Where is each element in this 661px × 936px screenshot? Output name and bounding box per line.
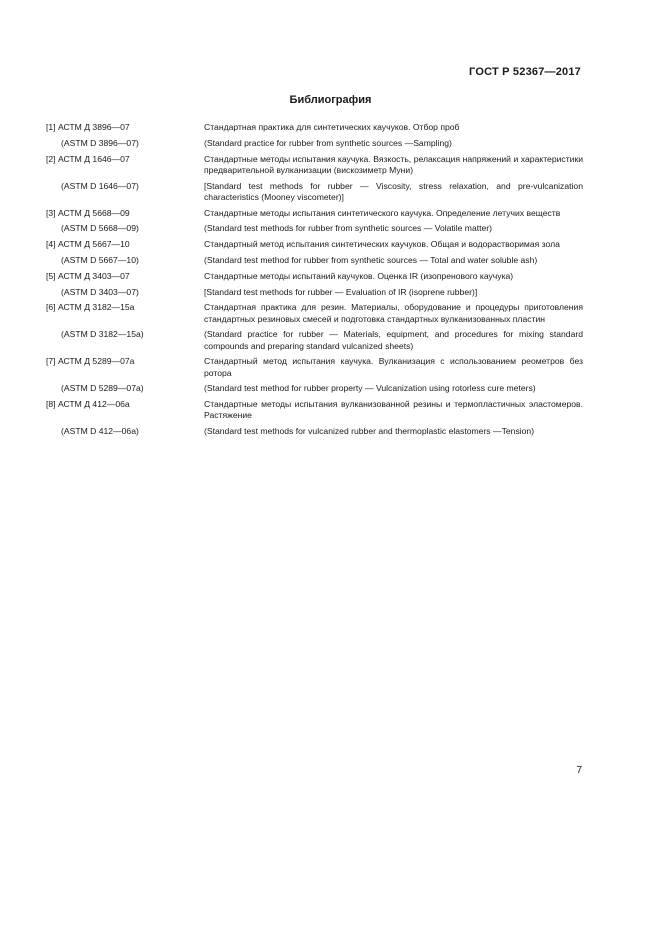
entry-description: Стандартные методы испытания синтетического каучука. Определение летучих веществ	[204, 207, 561, 218]
bibliography-entry	[46, 181, 583, 203]
entry-reference: [1] АСТМ Д 3896—07	[46, 122, 130, 132]
entry-reference: [5] АСТМ Д 3403—07	[46, 270, 130, 281]
bibliography-entry	[46, 329, 583, 351]
entry-reference: [6] АСТМ Д 3182—15a	[46, 302, 135, 313]
entry-description: [Standard test methods for rubber — Evaluation of IR (isoprene rubber)]	[204, 286, 478, 297]
bibliography-entry	[46, 287, 583, 298]
entry-reference: (ASTM D 412—06a)	[61, 426, 139, 437]
entry-reference: [8] АСТМ Д 412—06a	[46, 399, 130, 410]
entry-description: (Standard test methods for vulcanized rubber and thermoplastic elastomers —Tension)	[204, 426, 535, 437]
bibliography-entry	[46, 271, 583, 282]
bibliography-entry	[46, 399, 583, 421]
entry-reference: [2] АСТМ Д 1646—07	[46, 153, 130, 164]
bibliography-entry	[46, 255, 583, 266]
entry-description: Стандартные методы испытания каучука. Вязкость, релаксация напряжений и характеристики предварительной вулканизации (вискозиметр Муни)	[204, 153, 583, 175]
entry-reference: [3] АСТМ Д 5668—09	[46, 207, 130, 218]
bibliography-entry	[46, 122, 583, 133]
entry-reference: (ASTM D 3182—15a)	[61, 329, 144, 340]
bibliography-entry	[46, 302, 583, 324]
entry-reference: (ASTM D 5289—07a)	[61, 383, 144, 394]
bibliography-entry	[46, 138, 583, 149]
entry-description: (Standard test method for rubber property — Vulcanization using rotorless cure meters)	[204, 383, 536, 394]
entry-description: Стандартный метод испытания синтетических каучуков. Общая и водорастворимая зола	[204, 239, 560, 250]
bibliography-entry	[46, 208, 583, 219]
bibliography-entry	[46, 383, 583, 394]
entry-reference: (ASTM D 5668—09)	[61, 223, 139, 234]
entry-description: Стандартные методы испытаний каучуков. Оценка IR (изопренового каучука)	[204, 270, 514, 281]
entry-description: (Standard practice for rubber — Materials, equipment, and procedures for mixing standard compounds and preparing standard vulcanized sheets)	[204, 329, 583, 351]
entry-reference: (ASTM D 3403—07)	[61, 286, 139, 297]
bibliography-entry	[46, 356, 583, 378]
entry-reference: [4] АСТМ Д 5667—10	[46, 239, 130, 250]
entry-description: (Standard practice for rubber from synthetic sources —Sampling)	[204, 137, 452, 148]
entry-reference: (ASTM D 5667—10)	[61, 254, 139, 265]
entry-description: Стандартный метод испытания каучука. Вулканизация с использованием реометров без ротора	[204, 356, 583, 378]
entry-description: Стандартная практика для синтетических каучуков. Отбор проб	[204, 122, 460, 132]
document-code: ГОСТ Р 52367—2017	[469, 66, 581, 78]
section-title: Библиография	[289, 94, 372, 106]
entry-description: (Standard test methods for rubber from synthetic sources — Volatile matter)	[204, 223, 493, 234]
entry-description: (Standard test method for rubber from synthetic sources — Total and water soluble ash)	[204, 254, 538, 265]
entry-reference: (ASTM D 3896—07)	[61, 137, 139, 148]
bibliography-entry	[46, 426, 583, 437]
page-number: 7	[576, 765, 582, 776]
entry-description: Стандартная практика для резин. Материалы, оборудование и процедуры приготовления стандартных резиновых смесей и подготовка стандартных вулканизованных пластин	[204, 302, 583, 324]
bibliography-entry	[46, 223, 583, 234]
bibliography-entry	[46, 239, 583, 250]
entry-reference: (ASTM D 1646—07)	[61, 180, 139, 191]
entry-description: [Standard test methods for rubber — Viscosity, stress relaxation, and pre-vulcanization characteristics (Mooney viscometer)]	[204, 180, 583, 202]
entry-description: Стандартные методы испытания вулканизованной резины и термопластичных эластомеров. Растяжение	[204, 399, 583, 421]
bibliography-list	[46, 122, 583, 442]
bibliography-entry	[46, 154, 583, 176]
entry-reference: [7] АСТМ Д 5289—07a	[46, 356, 135, 367]
